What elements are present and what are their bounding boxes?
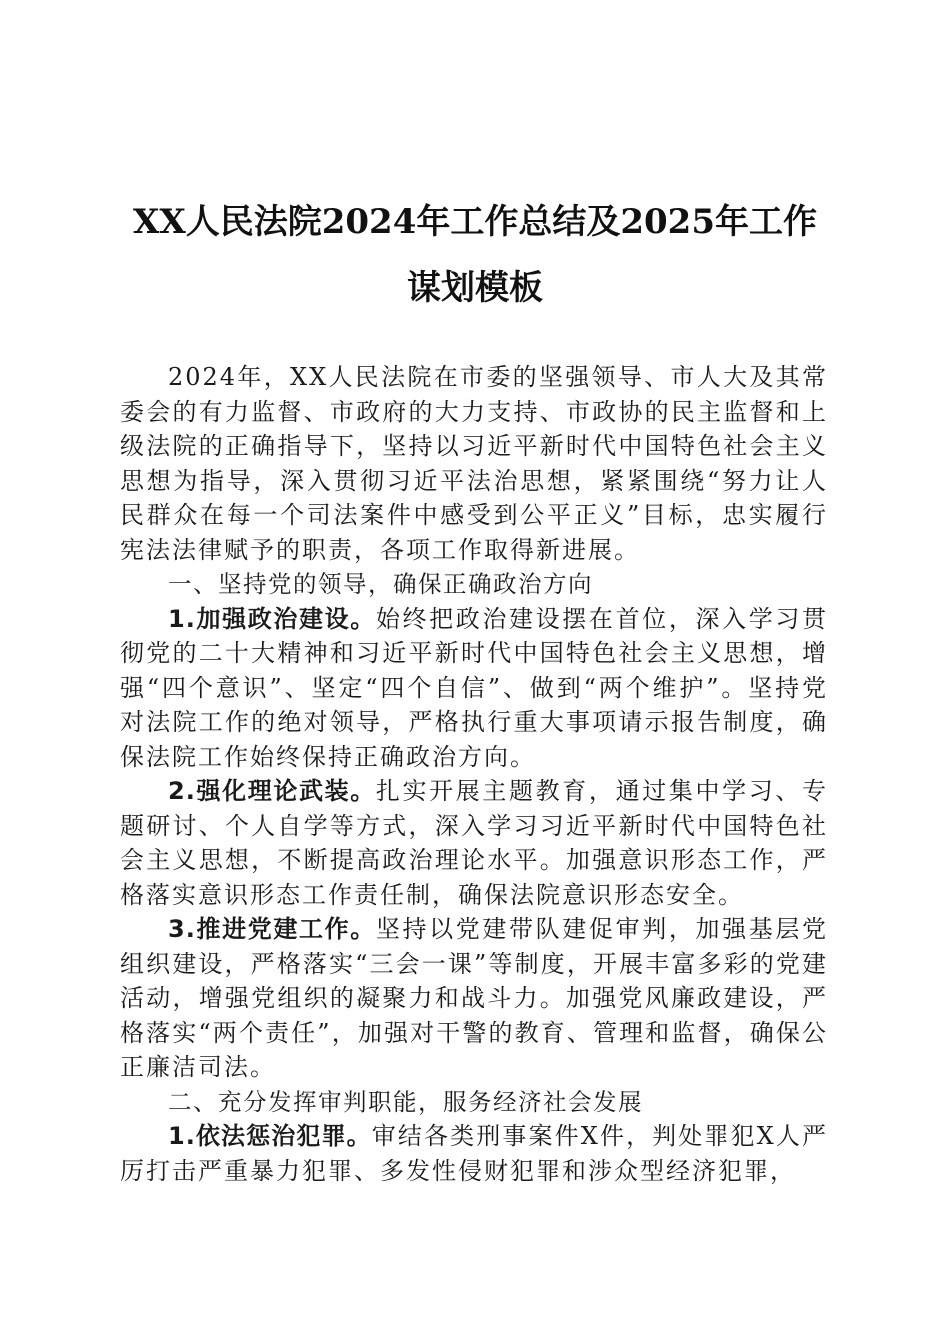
section1-item-2: [120, 774, 828, 912]
document-title-line1: XX人民法院2024年工作总结及2025年工作: [132, 202, 818, 242]
item-text: 扎实开展主题教育，通过集中学习、专题研讨、个人自学等方式，深入学习习近平新时代中国特色社会主义思想，不断提高政治理论水平。加强意识形态工作，严格落实意识形态工作责任制，确保法院意识形态安全。: [120, 777, 828, 909]
intro-paragraph: 2024年，XX人民法院在市委的坚强领导、市人大及其常委会的有力监督、市政府的大力支持、市政协的民主监督和上级法院的正确指导下，坚持以习近平新时代中国特色社会主义思想为指导，深入贯彻习近平法治思想，紧紧围绕“努力让人民群众在每一个司法案件中感受到公平正义”目标，忠实履行宪法法律赋予的职责，各项工作取得新进展。: [120, 363, 828, 564]
item-text: 审结各类刑事案件X件，判处罪犯X人严厉打击严重暴力犯罪、多发性侵财犯罪和涉众型经济犯罪，: [120, 1122, 828, 1185]
section1-item-1: [120, 602, 828, 775]
section-heading-1: 一、坚持党的领导，确保正确政治方向: [168, 570, 593, 598]
item-lead: 1.加强政治建设。: [168, 604, 376, 633]
document-title-line2: 谋划模板: [407, 268, 543, 308]
item-lead: 1.依法惩治犯罪。: [168, 1122, 372, 1150]
item-text: 始终把政治建设摆在首位，深入学习贯彻党的二十大精神和习近平新时代中国特色社会主义思想，增强“四个意识”、坚定“四个自信”、做到“两个维护”。坚持党对法院工作的绝对领导，严格执行重大事项请示报告制度，确保法院工作始终保持正确政治方向。: [120, 604, 828, 771]
item-lead: 2.强化理论武装。: [168, 777, 376, 805]
section1-item-3: [120, 912, 828, 1085]
item-text: 坚持以党建带队建促审判，加强基层党组织建设，严格落实“三会一课”等制度，开展丰富多彩的党建活动，增强党组织的凝聚力和战斗力。加强党风廉政建设，严格落实“两个责任”，加强对干警的教育、管理和监督，确保公正廉洁司法。: [120, 915, 828, 1081]
item-lead: 3.推进党建工作。: [168, 915, 376, 943]
section-heading-2: 二、充分发挥审判职能，服务经济社会发展: [168, 1087, 643, 1116]
document-body: [120, 360, 828, 1188]
section2-item-1: [120, 1119, 828, 1188]
